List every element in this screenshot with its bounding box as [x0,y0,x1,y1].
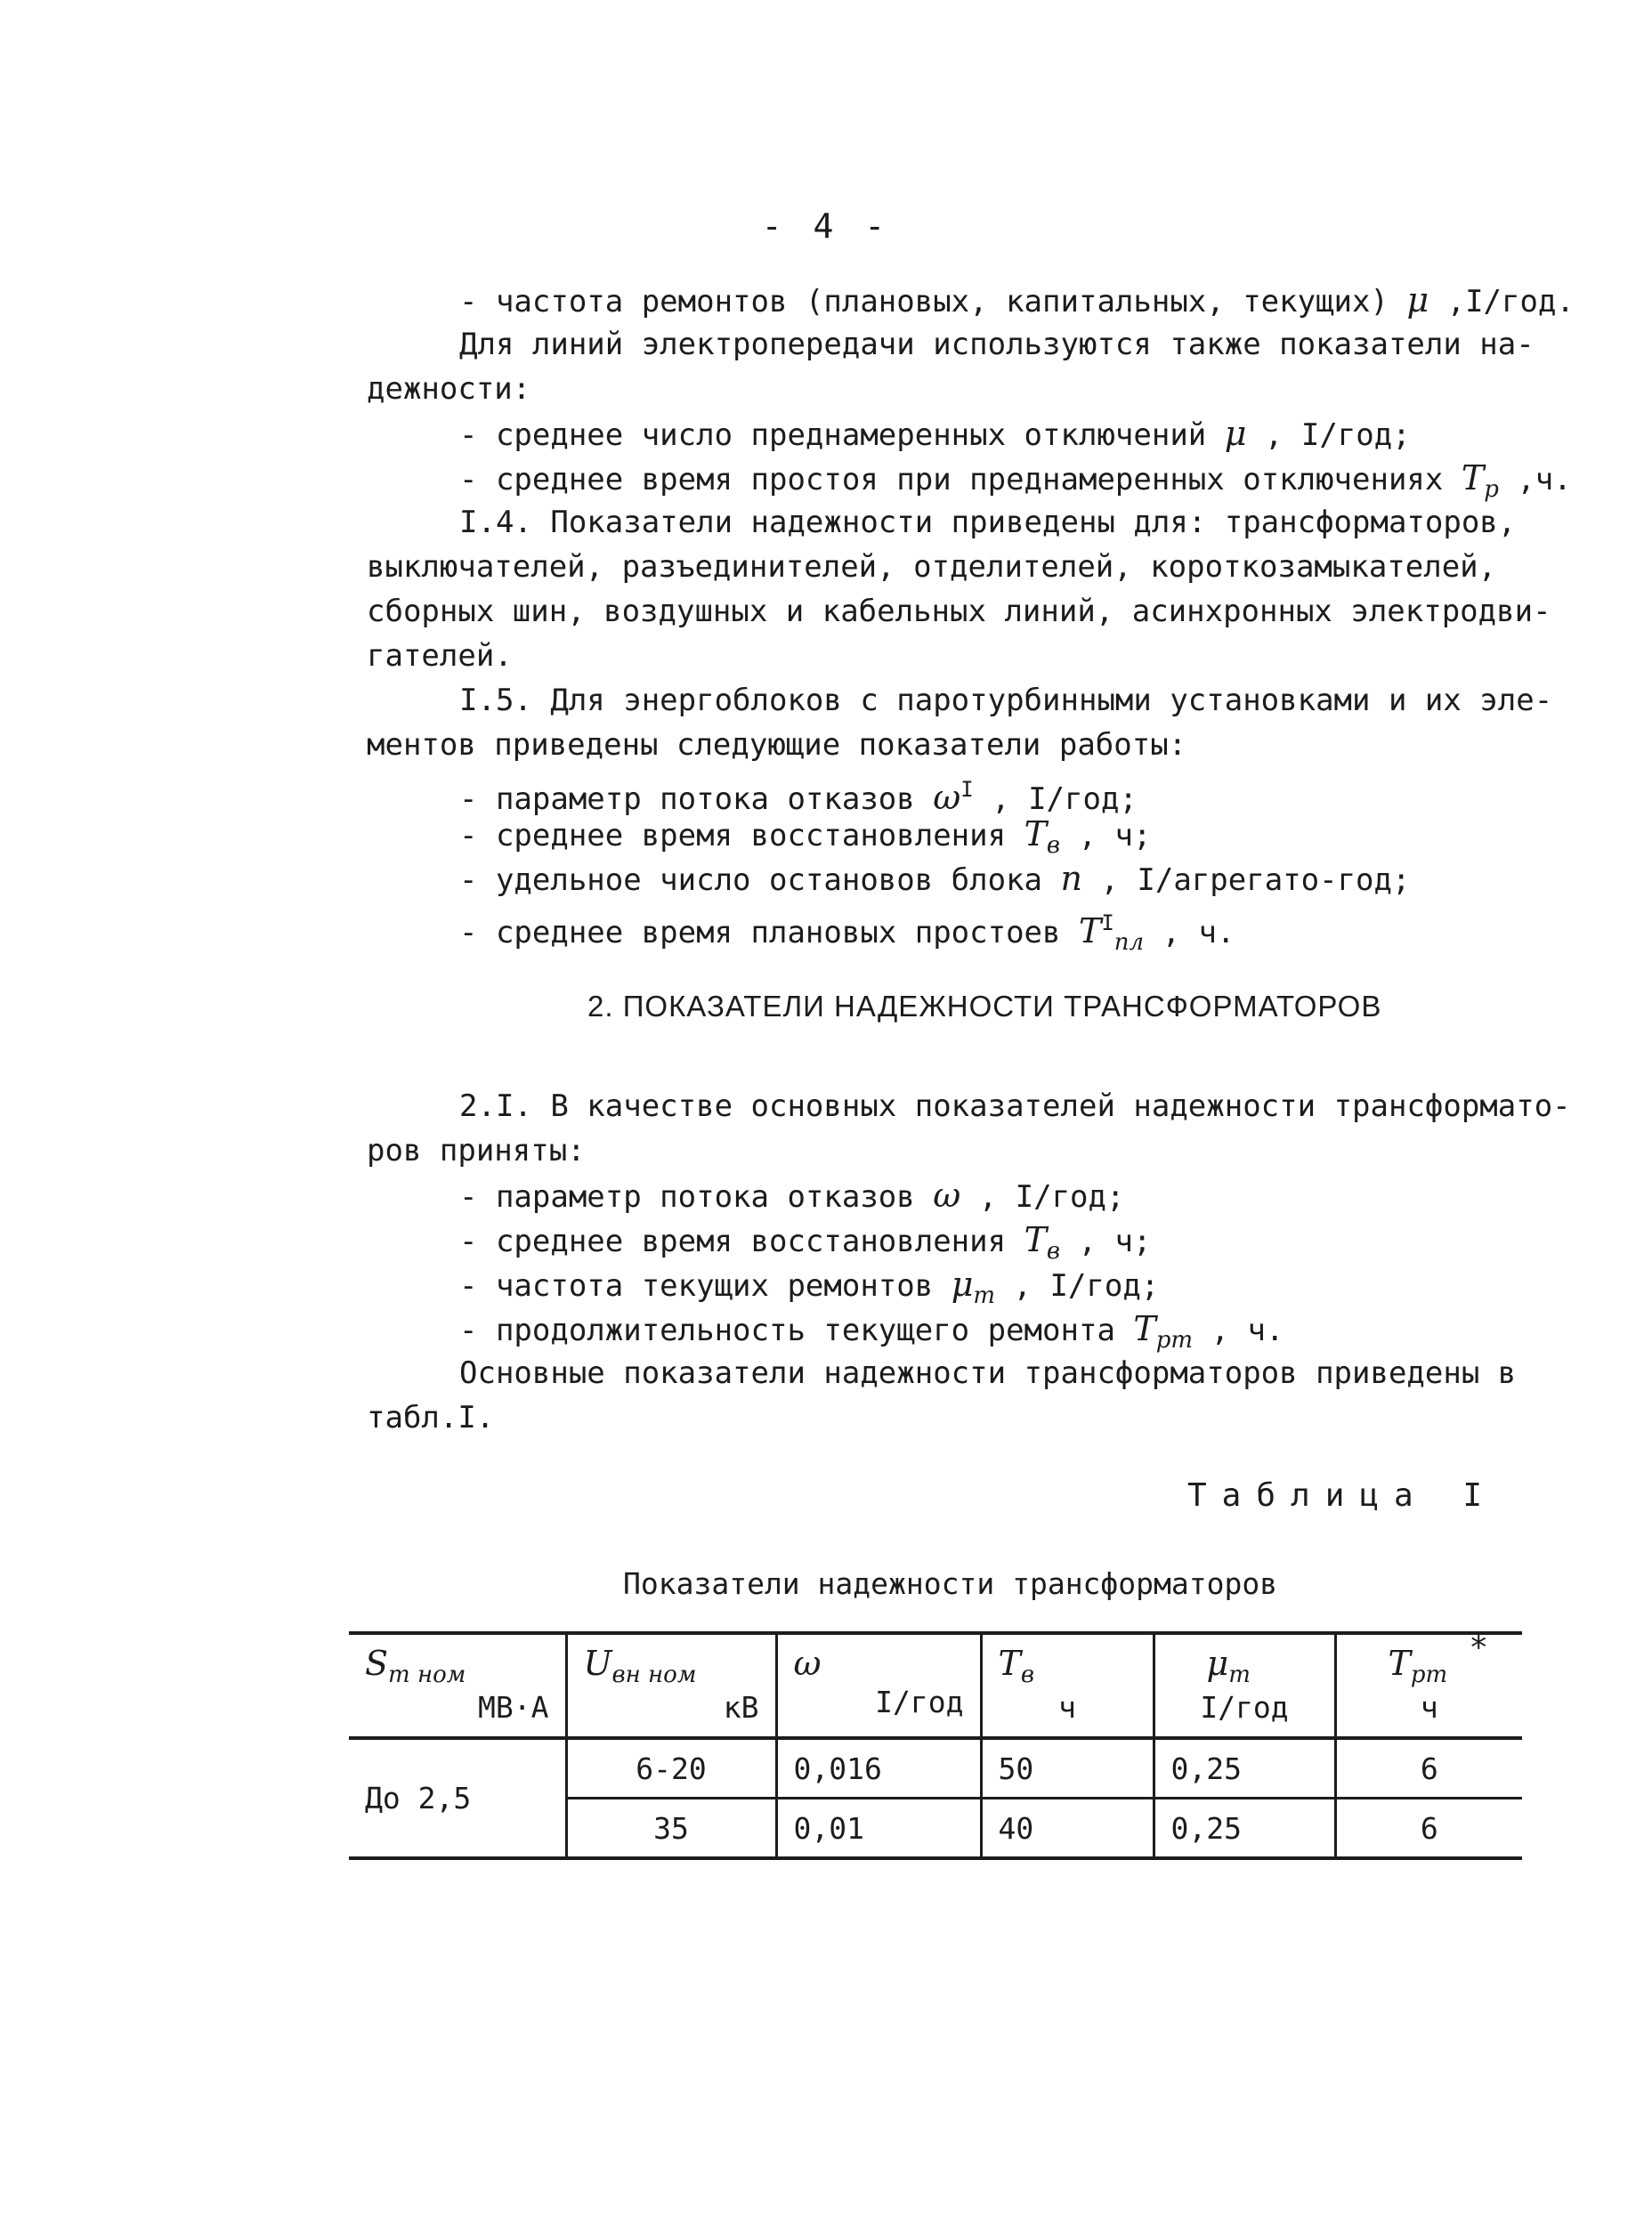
table-cell: 50 [981,1738,1154,1799]
table-cell: 0,01 [776,1799,981,1859]
table-title: Показатели надежности трансформаторов [623,1566,1278,1601]
line-8: сборных шин, воздушных и кабельных линий, асинхронных электродви- [367,594,1551,629]
line-10: I.5. Для энергоблоков с паротурбинными установками и их эле- [459,683,1553,718]
line-9: гателей. [367,638,513,674]
line-12: - параметр потока отказов $\omega^I$ , I/год; [459,777,1138,817]
section-line-1: 2.I. В качестве основных показателей надежности трансформато- [459,1088,1571,1124]
line-13: - среднее время восстановления $T_в$ , ч; [459,814,1152,859]
line-1: - частота ремонтов (плановых, капитальных, текущих) μ ,I/год. [459,280,1575,319]
table-cell: 0,25 [1154,1738,1335,1799]
group-label-cell: До 2,5 [349,1738,566,1858]
line-11: ментов приведены следующие показатели работы: [367,727,1187,763]
header-t-v: $T_в$ ч [981,1633,1154,1738]
table-cell: 6 [1335,1738,1522,1799]
line-5: - среднее время простоя при преднамеренных отключениях $T_p$ ,ч. [459,458,1572,503]
reliability-table [349,1631,1522,1860]
line-14: - удельное число остановов блока n , I/агрегато-год; [459,859,1411,898]
header-u-nom: $U_{вн ном}$ кВ [566,1633,776,1738]
section-line-5: - частота текущих ремонтов $\mu_т$ , I/год; [459,1265,1160,1309]
section-line-2: ров приняты: [367,1133,586,1169]
table-header-row [349,1633,1522,1738]
table-cell: 0,016 [776,1738,981,1799]
table-cell: 40 [981,1799,1154,1859]
header-s-nom: $S_{т ном}$ МВ·А [349,1633,566,1738]
table-cell: 6-20 [566,1738,776,1799]
section-line-6: - продолжительность текущего ремонта $T_{рт}$ , ч. [459,1309,1284,1354]
section-line-7: Основные показатели надежности трансформаторов приведены в [459,1355,1517,1391]
section-line-3: - параметр потока отказов ω , I/год; [459,1176,1125,1215]
section-line-4: - среднее время восстановления $T_в$ , ч; [459,1220,1152,1265]
line-4: - среднее число преднамеренных отключений μ , I/год; [459,414,1411,453]
table-cell: 0,25 [1154,1799,1335,1859]
section-line-8: табл.I. [367,1400,495,1435]
section-heading: 2. ПОКАЗАТЕЛИ НАДЕЖНОСТИ ТРАНСФОРМАТОРОВ [587,990,1382,1023]
table-cell: 6 [1335,1799,1522,1859]
table-label: Таблица I [1187,1477,1498,1514]
line-6: I.4. Показатели надежности приведены для: трансформаторов, [459,505,1517,540]
line-15: - среднее время плановых простоев $T^I_{пл}$ , ч. [459,910,1235,956]
line-2: Для линий электропередачи используются также показатели на- [459,327,1535,362]
asterisk-mark: * [1469,1630,1488,1666]
header-omega: ω I/год [776,1633,981,1738]
table-cell: 35 [566,1799,776,1859]
header-mu-t: $\mu_т$ I/год [1154,1633,1335,1738]
line-7: выключателей, разъединителей, отделителей, короткозамыкателей, [367,549,1497,585]
line-3: дежности: [367,371,531,407]
table-row [349,1738,1522,1799]
page-number: - 4 - [761,206,891,246]
header-t-rt: $T_{рт}$ * ч [1335,1633,1522,1738]
